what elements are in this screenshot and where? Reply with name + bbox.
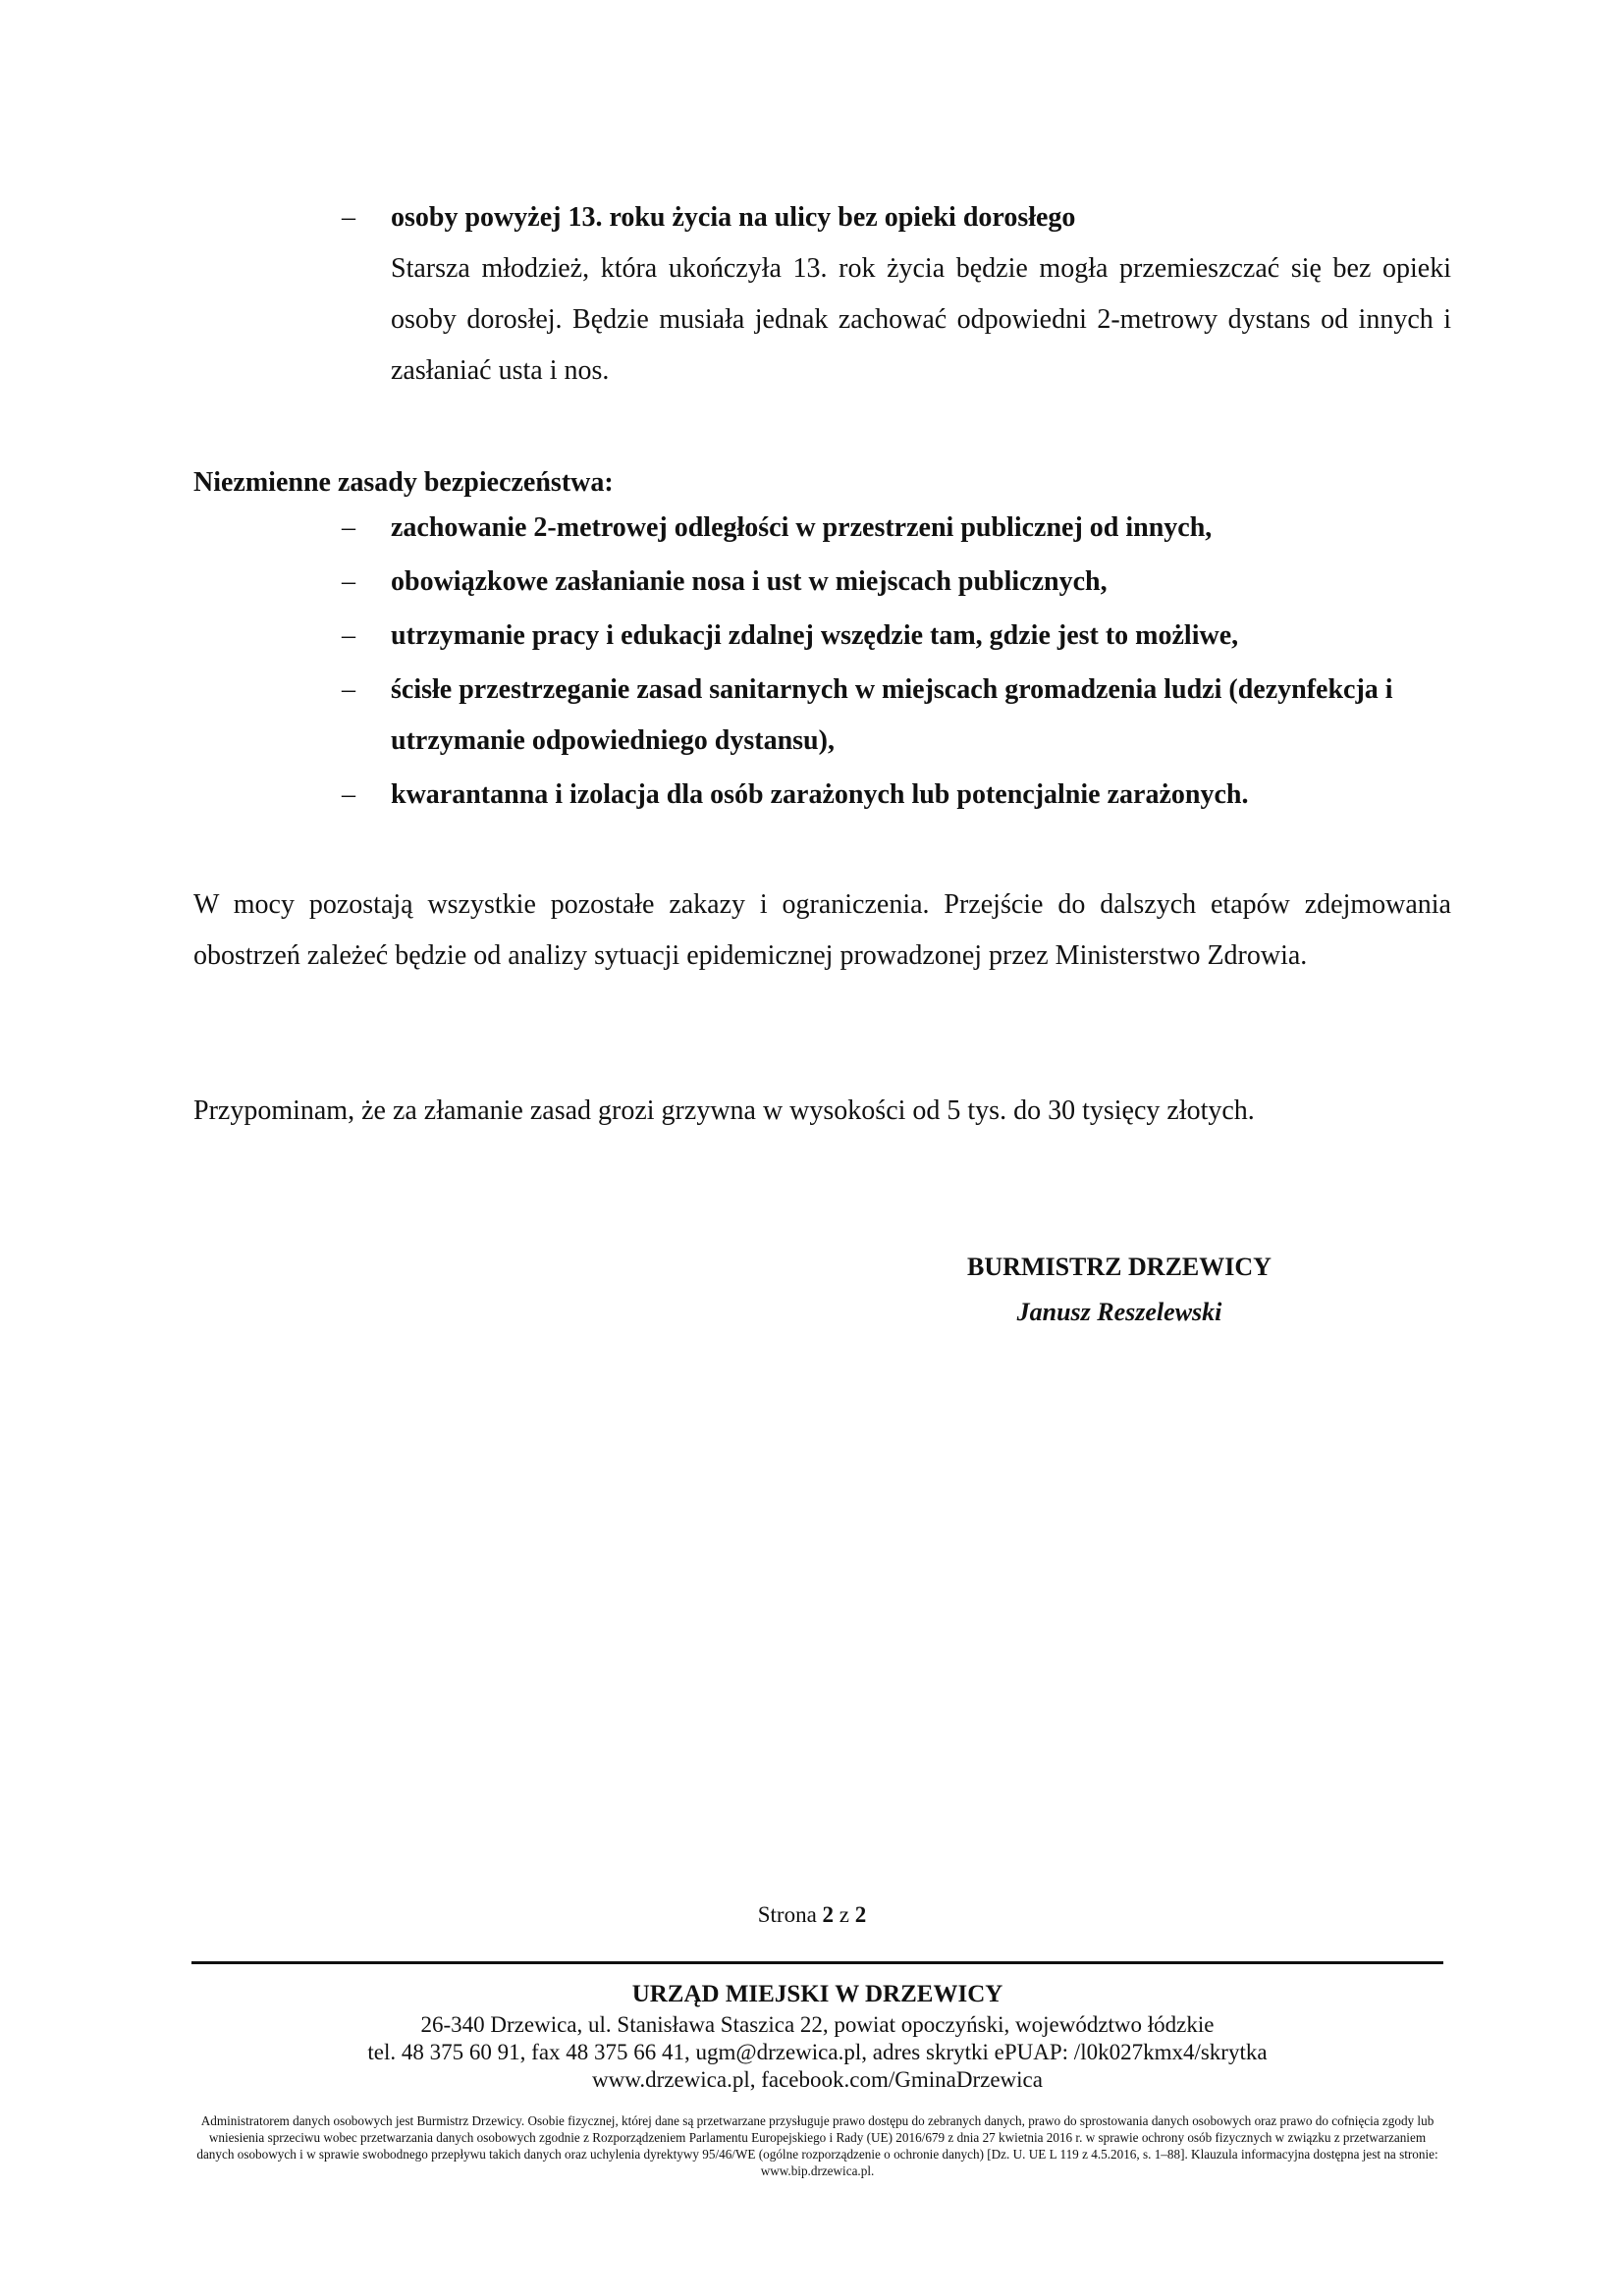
list-item-text: obowiązkowe zasłanianie nosa i ust w miejscach publicznych, [391,566,1108,597]
list-item-text: ścisłe przestrzeganie zasad sanitarnych w miejscach gromadzenia ludzi (dezynfekcja i utrzymanie odpowiedniego dystansu), [391,674,1393,756]
list-dash: – [342,779,355,810]
page-number-current: 2 [822,1902,835,1927]
list-dash: – [342,202,355,233]
signature-name: Janusz Reszelewski [1016,1298,1222,1326]
list-item [342,611,1451,662]
signature-title: BURMISTRZ DRZEWICY [967,1253,1272,1281]
signature-block [913,1245,1326,1335]
section-heading: Niezmienne zasady bezpieczeństwa: [193,467,614,498]
list-item [342,770,1451,821]
office-address: 26-340 Drzewica, ul. Stanisława Staszica 22, powiat opoczyński, województwo łódzkie [420,2012,1215,2037]
page-number [0,1902,1624,1928]
office-name: URZĄD MIEJSKI W DRZEWICY [631,1981,1003,2007]
list-item [342,503,1451,554]
list-item-text: Starsza młodzież, która ukończyła 13. rok życia będzie mogła przemieszczać się bez opieki osoby dorosłej. Będzie musiała jednak zachować odpowiedni 2-metrowy dystans od innych i zasłaniać usta i nos. [391,253,1451,386]
page-number-total: 2 [854,1902,867,1927]
fine-paragraph: Przypominam, że za złamanie zasad grozi grzywna w wysokości od 5 tys. do 30 tysięcy złotych. [193,1095,1255,1126]
list-dash: – [342,512,355,543]
list-item [342,557,1451,608]
office-contact: tel. 48 375 60 91, fax 48 375 66 41, ugm@drzewica.pl, adres skrytki ePUAP: /l0k027kmx4/skrytka [367,2040,1268,2064]
list-dash: – [342,674,355,705]
list-item [342,665,1451,767]
list-dash: – [342,620,355,651]
office-web: www.drzewica.pl, facebook.com/GminaDrzewica [592,2067,1043,2092]
footer [191,1978,1443,2094]
gdpr-clause: Administratorem danych osobowych jest Burmistrz Drzewicy. Osobie fizycznej, której dane są przetwarzane przysługuje prawo dostępu do zebranych danych, prawo do sprostowania danych osobowych oraz prawo do cofnięcia zgody lub wniesienia sprzeciwu wobec przetwarzania danych osobowych zgodnie z Rozporządzeniem Parlamentu Europejskiego i Rady (UE) 2016/679 z dnia 27 kwietnia 2016 r. w sprawie ochrony osób fizycznych w związku z przetwarzaniem danych osobowych i w sprawie swobodnego przepływu takich danych oraz uchylenia dyrektywy 95/46/WE (ogólne rozporządzenie o ochronie danych) [Dz. U. UE L 119 z 4.5.2016, s. 1–88]. Klauzula informacyjna dostępna jest na stronie: www.bip.drzewica.pl. [196,2113,1438,2178]
restrictions-paragraph: W mocy pozostają wszystkie pozostałe zakazy i ograniczenia. Przejście do dalszych etapów zdejmowania obostrzeń zależeć będzie od analizy sytuacji epidemicznej prowadzonej przez Ministerstwo Zdrowia. [193,889,1451,971]
page-number-separator: z [834,1902,855,1927]
list-item-text: kwarantanna i izolacja dla osób zarażonych lub potencjalnie zarażonych. [391,779,1249,810]
safety-rules-list [342,503,1451,824]
list-item-text: utrzymanie pracy i edukacji zdalnej wszędzie tam, gdzie jest to możliwe, [391,620,1239,651]
list-item-heading: osoby powyżej 13. roku życia na ulicy bez opieki dorosłego [391,202,1076,233]
footer-divider [191,1961,1443,1964]
list-dash: – [342,566,355,597]
list-item-text: zachowanie 2-metrowej odległości w przestrzeni publicznej od innych, [391,512,1213,543]
page-number-prefix: Strona [757,1902,823,1927]
